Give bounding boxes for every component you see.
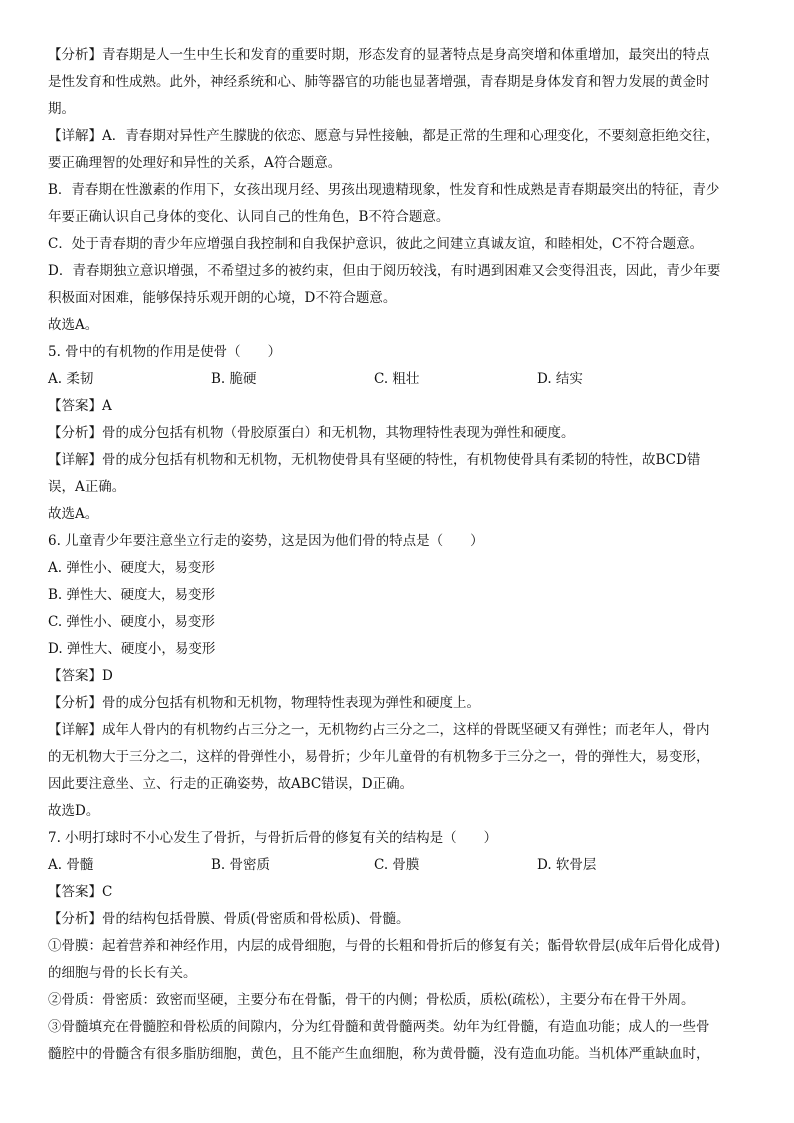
detail-line: C．处于青春期的青少年应增强自我控制和自我保护意识，彼此之间建立真诚友谊，和睦相处，C不符合题意。 xyxy=(48,236,704,252)
document-page xyxy=(48,42,748,1068)
question-6: 6. 儿童青少年要注意坐立行走的姿势，这是因为他们骨的特点是（ ） xyxy=(48,533,484,549)
selection-line: 故选A。 xyxy=(48,506,99,522)
option-b: B. 骨密质 xyxy=(211,857,271,873)
analysis-line: 【分析】青春期是人一生中生长和发育的重要时期，形态发育的显著特点是身高突增和体重增加，最突出的特点 xyxy=(48,47,710,63)
option-b: B. 弹性大、硬度大，易变形 xyxy=(48,587,216,603)
detail-line: 误，A正确。 xyxy=(48,479,126,495)
analysis-line: 期。 xyxy=(48,101,75,117)
answer-line: 【答案】A xyxy=(48,398,112,414)
question-5-options xyxy=(48,366,748,393)
option-c: C. 骨膜 xyxy=(374,857,420,873)
detail-line: 年要正确认识自己身体的变化、认同自己的性角色，B不符合题意。 xyxy=(48,209,450,225)
detail-line: 积极面对困难，能够保持乐观开朗的心境，D不符合题意。 xyxy=(48,290,397,306)
bone-membrane-line: 的细胞与骨的长长有关。 xyxy=(48,965,197,981)
detail-line: 【详解】A．青春期对异性产生朦胧的依恋、愿意与异性接触，都是正常的生理和心理变化，不要刻意拒绝交往， xyxy=(48,128,720,144)
detail-line: 因此要注意坐、立、行走的正确姿势，故ABC错误，D正确。 xyxy=(48,776,414,792)
option-c: C. 粗壮 xyxy=(374,371,420,387)
selection-line: 故选A。 xyxy=(48,317,99,333)
option-d: D. 软骨层 xyxy=(537,857,597,873)
detail-line: 【详解】成年人骨内的有机物约占三分之一，无机物约占三分之二，这样的骨既坚硬又有弹性；而老年人，骨内 xyxy=(48,722,710,738)
analysis-line: 是性发育和性成熟。此外，神经系统和心、肺等器官的功能也显著增强，青春期是身体发育和智力发展的黄金时 xyxy=(48,74,710,90)
bone-substance-line: ②骨质：骨密质：致密而坚硬，主要分布在骨骺，骨干的内侧；骨松质，质松(疏松），主要分布在骨干外周。 xyxy=(48,992,695,1008)
answer-line: 【答案】D xyxy=(48,668,113,684)
detail-line: 要正确理智的处理好和异性的关系，A符合题意。 xyxy=(48,155,342,171)
detail-line: D．青春期独立意识增强，不希望过多的被约束，但由于阅历较浅，有时遇到困难又会变得沮丧，因此，青少年要 xyxy=(48,263,721,279)
bone-marrow-line: ③骨髓填充在骨髓腔和骨松质的间隙内，分为红骨髓和黄骨髓两类。幼年为红骨髓，有造血功能；成人的一些骨 xyxy=(48,1019,710,1035)
option-a: A. 弹性小、硬度大，易变形 xyxy=(48,560,215,576)
question-7-options xyxy=(48,852,748,879)
bone-membrane-line: ①骨膜：起着营养和神经作用，内层的成骨细胞，与骨的长粗和骨折后的修复有关；骺骨软骨层(成年后骨化成骨) xyxy=(48,938,721,954)
detail-line: 【详解】骨的成分包括有机物和无机物，无机物使骨具有坚硬的特性，有机物使骨具有柔韧的特性，故BCD错 xyxy=(48,452,701,468)
analysis-line: 【分析】骨的成分包括有机物和无机物，物理特性表现为弹性和硬度上。 xyxy=(48,695,480,711)
analysis-line: 【分析】骨的结构包括骨膜、骨质(骨密质和骨松质)、骨髓。 xyxy=(48,911,410,927)
question-7: 7. 小明打球时不小心发生了骨折，与骨折后骨的修复有关的结构是（ ） xyxy=(48,830,498,846)
option-a: A. 骨髓 xyxy=(48,857,94,873)
answer-line: 【答案】C xyxy=(48,884,113,900)
option-d: D. 弹性大、硬度小，易变形 xyxy=(48,641,216,657)
option-b: B. 脆硬 xyxy=(211,371,257,387)
option-a: A. 柔韧 xyxy=(48,371,94,387)
question-5: 5. 骨中的有机物的作用是使骨（ ） xyxy=(48,344,282,360)
option-c: C. 弹性小、硬度小，易变形 xyxy=(48,614,215,630)
option-d: D. 结实 xyxy=(537,371,583,387)
detail-line: 的无机物大于三分之二，这样的骨弹性小，易骨折；少年儿童骨的有机物多于三分之一，骨的弹性大，易变形， xyxy=(48,749,710,765)
analysis-line: 【分析】骨的成分包括有机物（骨胶原蛋白）和无机物，其物理特性表现为弹性和硬度。 xyxy=(48,425,575,441)
selection-line: 故选D。 xyxy=(48,803,100,819)
bone-marrow-line: 髓腔中的骨髓含有很多脂肪细胞，黄色，且不能产生血细胞，称为黄骨髓，没有造血功能。当机体严重缺血时， xyxy=(48,1046,710,1062)
detail-line: B．青春期在性激素的作用下，女孩出现月经、男孩出现遗精现象，性发育和性成熟是青春期最突出的特征，青少 xyxy=(48,182,720,198)
